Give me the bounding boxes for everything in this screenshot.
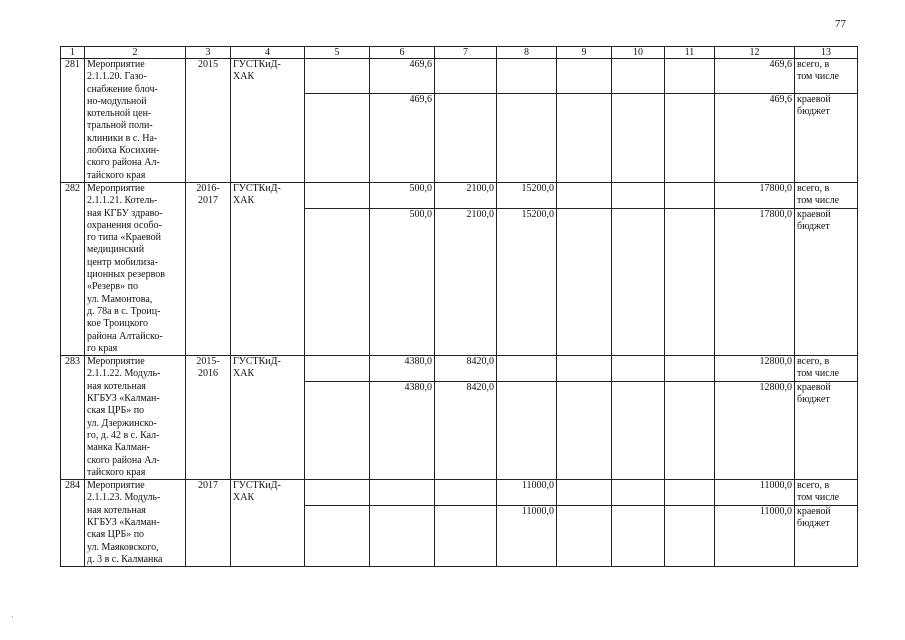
description-line: 2.1.1.21. Котель- — [87, 195, 158, 207]
value-col-11 — [665, 356, 715, 382]
value-col-7 — [435, 59, 497, 94]
description-line: ского района Ал- — [87, 454, 160, 466]
value-col-8: 11000,0 — [497, 480, 557, 506]
row-number: 284 — [61, 480, 85, 567]
value-col-11 — [665, 59, 715, 94]
description-line: кое Троицкого — [87, 318, 149, 330]
funding-source-line: всего, в — [797, 59, 830, 70]
executor-line: ХАК — [233, 368, 255, 380]
value-col-5 — [305, 59, 370, 94]
value-col-12: 12800,0 — [715, 381, 795, 479]
funding-source-line: том числе — [797, 368, 840, 380]
value-col-7: 2100,0 — [435, 182, 497, 208]
description-line: котельной цен- — [87, 108, 152, 120]
executor-line: ГУСТКиД- — [233, 182, 281, 194]
funding-source-line: том числе — [797, 71, 840, 83]
funding-source-line: бюджет — [797, 517, 830, 529]
description-line: ул. Маяковского, — [87, 541, 159, 553]
row-number: 283 — [61, 356, 85, 480]
value-col-12: 469,6 — [715, 59, 795, 94]
description-line: но-модульной — [87, 95, 147, 107]
table-row — [61, 356, 858, 382]
funding-source-line: краевой — [797, 505, 831, 517]
value-col-8 — [497, 59, 557, 94]
executor-line: ГУСТКиД- — [233, 356, 281, 368]
description-line: ная котельная — [87, 380, 146, 392]
value-col-7: 2100,0 — [435, 208, 497, 356]
value-col-6: 469,6 — [370, 59, 435, 94]
value-col-5 — [305, 480, 370, 506]
description-line: тайского края — [87, 466, 146, 478]
header-cell-9: 9 — [557, 47, 612, 59]
executor-line: ХАК — [233, 492, 255, 504]
row-number: 282 — [61, 182, 85, 355]
header-cell-4: 4 — [231, 47, 305, 59]
executor — [231, 59, 305, 183]
value-col-9 — [557, 208, 612, 356]
description-line: го, д. 42 в с. Кал- — [87, 429, 160, 441]
value-col-5 — [305, 94, 370, 183]
description-line: ционных резервов — [87, 269, 165, 281]
description-line: лобиха Косихин- — [87, 145, 160, 157]
funding-source — [795, 480, 858, 506]
year-line: 2015- — [196, 356, 220, 368]
value-col-6: 4380,0 — [370, 356, 435, 382]
page-number: 77 — [835, 18, 846, 30]
measure-description — [85, 182, 186, 355]
description-line: медицинский — [87, 244, 145, 256]
description-line: го края — [87, 342, 118, 354]
value-col-6 — [370, 480, 435, 506]
value-col-5 — [305, 208, 370, 356]
value-col-10 — [612, 208, 665, 356]
value-col-6: 469,6 — [370, 94, 435, 183]
funding-source — [795, 94, 858, 183]
description-line: Мероприятие — [87, 480, 145, 492]
funding-source — [795, 208, 858, 356]
measure-description — [85, 480, 186, 567]
description-line: 2.1.1.23. Модуль- — [87, 492, 161, 504]
funding-source-line: бюджет — [797, 394, 830, 406]
executor-line: ХАК — [233, 71, 255, 83]
year-line: 2016- — [196, 182, 220, 194]
value-col-7: 8420,0 — [435, 356, 497, 382]
description-line: 2.1.1.20. Газо- — [87, 71, 147, 83]
description-line: д. 78а в с. Троиц- — [87, 305, 161, 317]
row-number: 281 — [61, 59, 85, 183]
header-cell-1: 1 — [61, 47, 85, 59]
value-col-12: 17800,0 — [715, 182, 795, 208]
funding-source — [795, 182, 858, 208]
header-cell-11: 11 — [665, 47, 715, 59]
value-col-6: 4380,0 — [370, 381, 435, 479]
value-col-8 — [497, 94, 557, 183]
value-col-8: 15200,0 — [497, 182, 557, 208]
description-line: снабжение блоч- — [87, 83, 158, 95]
funding-source — [795, 356, 858, 382]
value-col-8: 11000,0 — [497, 505, 557, 566]
measure-description — [85, 356, 186, 480]
value-col-9 — [557, 381, 612, 479]
funding-source-line: всего, в — [797, 182, 830, 194]
value-col-11 — [665, 381, 715, 479]
value-col-12: 17800,0 — [715, 208, 795, 356]
value-col-11 — [665, 94, 715, 183]
header-cell-6: 6 — [370, 47, 435, 59]
value-col-10 — [612, 94, 665, 183]
implementation-years — [186, 59, 231, 183]
description-line: ул. Мамонтова, — [87, 293, 153, 305]
value-col-10 — [612, 505, 665, 566]
description-line: ская ЦРБ» по — [87, 405, 145, 417]
description-line: тральной поли- — [87, 120, 153, 132]
description-line: центр мобилиза- — [87, 256, 158, 268]
year-line: 2016 — [198, 368, 218, 380]
description-line: ная котельная — [87, 504, 146, 516]
budget-table — [60, 46, 858, 567]
header-cell-3: 3 — [186, 47, 231, 59]
measure-description — [85, 59, 186, 183]
description-line: манка Калман- — [87, 442, 151, 454]
value-col-11 — [665, 480, 715, 506]
funding-source-line: краевой — [797, 381, 831, 393]
value-col-8 — [497, 381, 557, 479]
value-col-12: 12800,0 — [715, 356, 795, 382]
value-col-5 — [305, 356, 370, 382]
description-line: района Алтайско- — [87, 330, 163, 342]
executor — [231, 356, 305, 480]
value-col-12: 469,6 — [715, 94, 795, 183]
value-col-10 — [612, 182, 665, 208]
description-line: охранения особо- — [87, 219, 162, 231]
value-col-12: 11000,0 — [715, 505, 795, 566]
implementation-years — [186, 480, 231, 567]
table-row — [61, 480, 858, 506]
table-body — [61, 47, 858, 567]
funding-source-line: том числе — [797, 492, 840, 504]
funding-source-line: краевой — [797, 94, 831, 105]
header-cell-12: 12 — [715, 47, 795, 59]
value-col-8 — [497, 356, 557, 382]
value-col-11 — [665, 182, 715, 208]
value-col-9 — [557, 356, 612, 382]
funding-source-line: том числе — [797, 195, 840, 207]
description-line: ская ЦРБ» по — [87, 529, 145, 541]
description-line: КГБУЗ «Калман- — [87, 393, 160, 405]
executor-line: ГУСТКиД- — [233, 480, 281, 492]
value-col-10 — [612, 59, 665, 94]
funding-source-line: бюджет — [797, 220, 830, 232]
funding-source — [795, 381, 858, 479]
value-col-7 — [435, 505, 497, 566]
header-cell-13: 13 — [795, 47, 858, 59]
value-col-5 — [305, 505, 370, 566]
description-line: ского района Ал- — [87, 157, 160, 169]
year-line: 2017 — [198, 195, 218, 207]
value-col-12: 11000,0 — [715, 480, 795, 506]
value-col-9 — [557, 94, 612, 183]
funding-source-line: всего, в — [797, 480, 830, 492]
year-line: 2015 — [198, 59, 218, 70]
value-col-9 — [557, 59, 612, 94]
value-col-6: 500,0 — [370, 182, 435, 208]
value-col-7: 8420,0 — [435, 381, 497, 479]
description-line: Мероприятие — [87, 59, 145, 70]
description-line: «Резерв» по — [87, 281, 138, 293]
description-line: Мероприятие — [87, 182, 145, 194]
description-line: Мероприятие — [87, 356, 145, 368]
value-col-10 — [612, 480, 665, 506]
header-cell-7: 7 — [435, 47, 497, 59]
executor-line: ГУСТКиД- — [233, 59, 281, 70]
year-line: 2017 — [198, 480, 218, 492]
value-col-6 — [370, 505, 435, 566]
scan-speck — [12, 616, 13, 617]
table-row — [61, 182, 858, 208]
executor-line: ХАК — [233, 195, 255, 207]
header-cell-2: 2 — [85, 47, 186, 59]
implementation-years — [186, 182, 231, 355]
value-col-5 — [305, 182, 370, 208]
funding-source — [795, 59, 858, 94]
value-col-9 — [557, 182, 612, 208]
executor — [231, 182, 305, 355]
description-line: ная КГБУ здраво- — [87, 207, 163, 219]
value-col-6: 500,0 — [370, 208, 435, 356]
description-line: 2.1.1.22. Модуль- — [87, 368, 161, 380]
funding-source — [795, 505, 858, 566]
table-row — [61, 59, 858, 94]
description-line: ул. Дзержинско- — [87, 417, 157, 429]
value-col-5 — [305, 381, 370, 479]
header-cell-8: 8 — [497, 47, 557, 59]
implementation-years — [186, 356, 231, 480]
header-cell-10: 10 — [612, 47, 665, 59]
description-line: КГБУЗ «Калман- — [87, 516, 160, 528]
header-row — [61, 47, 858, 59]
value-col-10 — [612, 356, 665, 382]
value-col-10 — [612, 381, 665, 479]
value-col-11 — [665, 208, 715, 356]
description-line: тайского края — [87, 169, 146, 181]
description-line: клиники в с. На- — [87, 132, 158, 144]
description-line: го типа «Краевой — [87, 232, 161, 244]
funding-source-line: краевой — [797, 208, 831, 220]
value-col-9 — [557, 505, 612, 566]
value-col-11 — [665, 505, 715, 566]
description-line: д. 3 в с. Калманка — [87, 553, 163, 565]
header-cell-5: 5 — [305, 47, 370, 59]
funding-source-line: всего, в — [797, 356, 830, 368]
value-col-7 — [435, 480, 497, 506]
executor — [231, 480, 305, 567]
value-col-9 — [557, 480, 612, 506]
funding-source-line: бюджет — [797, 106, 830, 118]
value-col-7 — [435, 94, 497, 183]
value-col-8: 15200,0 — [497, 208, 557, 356]
